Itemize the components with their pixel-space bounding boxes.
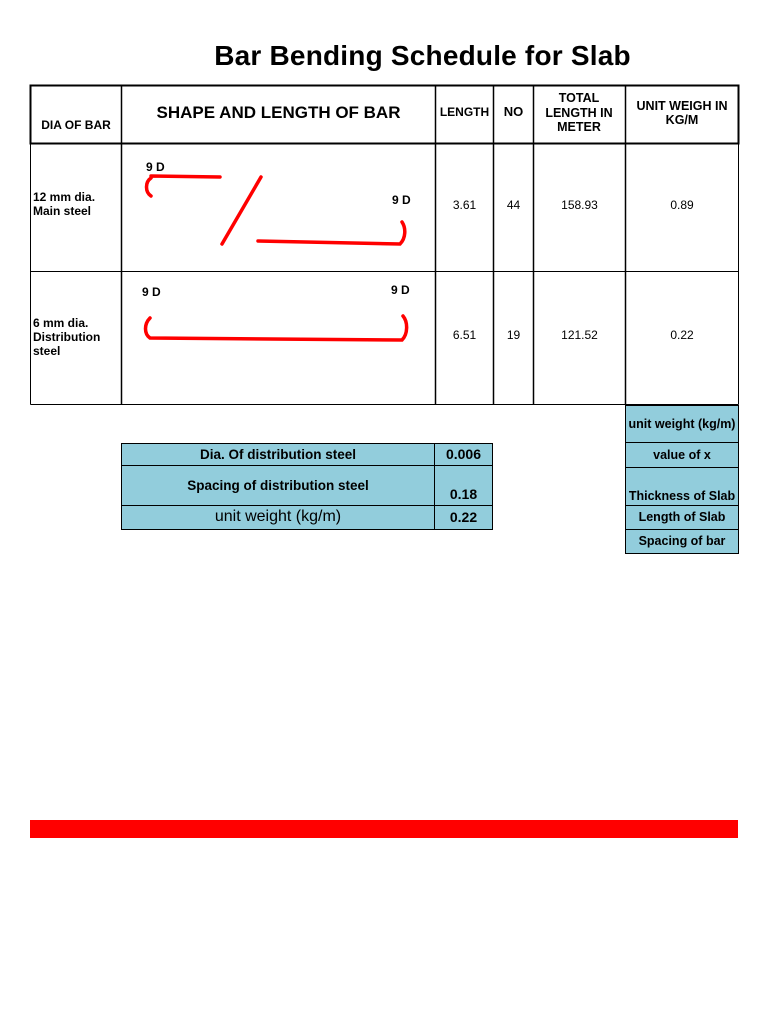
side-spacing-of-bar: Spacing of bar xyxy=(625,529,739,554)
calc-label-unit-weight: unit weight (kg/m) xyxy=(121,505,435,530)
header-shape: SHAPE AND LENGTH OF BAR xyxy=(156,102,401,122)
row1-hook-right-label: 9 D xyxy=(392,193,411,207)
page-title: Bar Bending Schedule for Slab xyxy=(214,40,631,71)
row2-hook-left-label: 9 D xyxy=(142,285,161,299)
red-divider-bar xyxy=(30,820,738,838)
row2-length: 6.51 xyxy=(452,328,477,343)
row2-total: 121.52 xyxy=(561,328,598,343)
main-bar-top-hook xyxy=(147,176,221,196)
row1-unit: 0.89 xyxy=(670,198,694,213)
dist-bar xyxy=(146,316,407,340)
header-length: LENGTH xyxy=(439,104,490,119)
calc-label-spacing: Spacing of distribution steel xyxy=(121,465,435,506)
row2-dia: 6 mm dia. Distribution steel xyxy=(33,316,101,358)
side-panel xyxy=(625,405,739,554)
calc-value-unit-weight: 0.22 xyxy=(435,505,493,530)
row2-no: 19 xyxy=(506,328,521,343)
header-no: NO xyxy=(503,104,524,120)
header-unit: UNIT WEIGH IN KG/M xyxy=(636,98,728,127)
side-unit-weight: unit weight (kg/m) xyxy=(625,405,739,443)
side-value-of-x: value of x xyxy=(625,442,739,468)
calc-value-dia: 0.006 xyxy=(435,443,493,466)
main-bar-crank xyxy=(222,177,261,244)
row1-total: 158.93 xyxy=(561,198,598,213)
row2-unit: 0.22 xyxy=(670,328,694,343)
row1-no: 44 xyxy=(506,198,521,213)
row2-hook-right-label: 9 D xyxy=(391,283,410,297)
main-bar-bottom xyxy=(258,222,405,244)
side-thickness-of-slab: Thickness of Slab xyxy=(625,467,739,506)
calc-table xyxy=(121,443,494,530)
row1-hook-left-label: 9 D xyxy=(146,160,165,174)
side-length-of-slab: Length of Slab xyxy=(625,505,739,530)
calc-value-spacing: 0.18 xyxy=(435,465,493,506)
header-total: TOTAL LENGTH IN METER xyxy=(545,91,613,135)
header-dia: DIA OF BAR xyxy=(41,117,111,132)
calc-label-dia: Dia. Of distribution steel xyxy=(121,443,435,466)
row1-dia: 12 mm dia. Main steel xyxy=(33,190,96,218)
row1-length: 3.61 xyxy=(452,198,477,213)
